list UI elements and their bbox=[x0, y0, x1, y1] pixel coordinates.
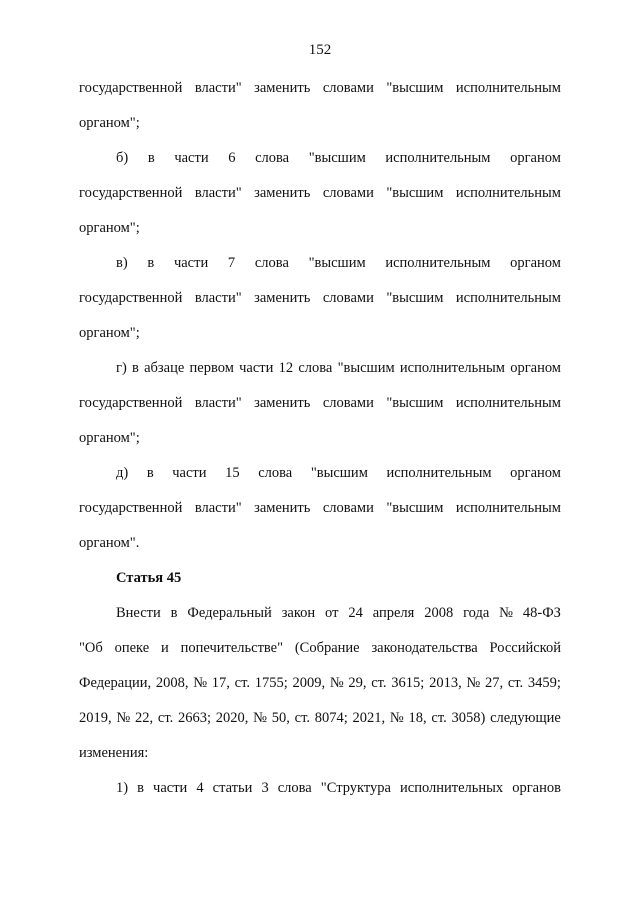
word: б) bbox=[116, 150, 129, 166]
word: словами bbox=[322, 395, 374, 411]
word: ст. bbox=[234, 675, 250, 691]
word: заменить bbox=[254, 80, 311, 96]
text-line bbox=[79, 78, 561, 98]
word: словами bbox=[322, 290, 374, 306]
word: исполнительным bbox=[455, 290, 561, 306]
word: 3058) bbox=[451, 710, 486, 726]
word: законодательства bbox=[371, 640, 478, 656]
word: Федерации, bbox=[79, 675, 152, 691]
word: заменить bbox=[254, 290, 311, 306]
word: "высшим bbox=[386, 80, 444, 96]
word: части bbox=[174, 150, 209, 166]
word: 1755; bbox=[254, 675, 288, 691]
text-line bbox=[116, 778, 561, 798]
word: слова bbox=[277, 780, 312, 796]
word: словами bbox=[322, 500, 374, 516]
word: "Об bbox=[79, 640, 103, 656]
word: 12 bbox=[278, 360, 294, 376]
word: в bbox=[146, 465, 154, 481]
word: 29, bbox=[348, 675, 367, 691]
word: 48-ФЗ bbox=[522, 605, 561, 621]
word: "высшим bbox=[308, 150, 366, 166]
text-line bbox=[116, 253, 561, 273]
word: "высшим bbox=[308, 255, 366, 271]
text-line bbox=[79, 393, 561, 413]
text-line bbox=[79, 323, 140, 343]
word: апреля bbox=[372, 605, 415, 621]
word: № bbox=[466, 675, 481, 691]
word: ст. bbox=[431, 710, 447, 726]
word: части bbox=[239, 360, 274, 376]
word: государственной bbox=[79, 290, 183, 306]
text-line bbox=[79, 533, 139, 553]
text-line bbox=[79, 743, 148, 763]
text-line bbox=[79, 288, 561, 308]
text-line bbox=[79, 218, 140, 238]
word: органом"; bbox=[79, 115, 140, 131]
word: исполнительным bbox=[455, 185, 561, 201]
text-line bbox=[79, 638, 561, 658]
word: "высшим bbox=[386, 500, 444, 516]
word: слова bbox=[298, 360, 333, 376]
word: исполнительным bbox=[386, 465, 492, 481]
word: заменить bbox=[254, 395, 311, 411]
word: в bbox=[132, 360, 139, 376]
word: закон bbox=[281, 605, 316, 621]
word: исполнительным bbox=[455, 80, 561, 96]
word: власти" bbox=[194, 290, 242, 306]
word: № bbox=[253, 710, 267, 726]
text-line bbox=[79, 708, 561, 728]
word: 4 bbox=[196, 780, 204, 796]
word: № bbox=[329, 675, 344, 691]
word: органов bbox=[512, 780, 561, 796]
word: ст. bbox=[371, 675, 387, 691]
word: государственной bbox=[79, 395, 183, 411]
word: государственной bbox=[79, 500, 183, 516]
word: 7 bbox=[227, 255, 236, 271]
word: органом bbox=[510, 150, 561, 166]
word: в bbox=[137, 780, 144, 796]
text-line bbox=[116, 358, 561, 378]
word: власти" bbox=[194, 395, 242, 411]
word: ст. bbox=[294, 710, 310, 726]
word: от bbox=[325, 605, 339, 621]
word: "высшим bbox=[386, 290, 444, 306]
word: ст. bbox=[507, 675, 524, 691]
word: исполнительным bbox=[399, 360, 505, 376]
word: № bbox=[389, 710, 404, 726]
word: Федеральный bbox=[187, 605, 272, 621]
word: 24 bbox=[348, 605, 363, 621]
word: органом bbox=[510, 360, 561, 376]
word: "высшим bbox=[386, 185, 444, 201]
word: первом bbox=[189, 360, 234, 376]
word: попечительстве" bbox=[180, 640, 284, 656]
text-line bbox=[116, 603, 561, 623]
page-number: 152 bbox=[308, 42, 332, 58]
text-line bbox=[79, 113, 140, 133]
word: власти" bbox=[194, 80, 242, 96]
word: государственной bbox=[79, 185, 183, 201]
word: 1) bbox=[116, 780, 129, 796]
word: ст. bbox=[157, 710, 174, 726]
word: власти" bbox=[194, 500, 242, 516]
word: словами bbox=[322, 185, 374, 201]
word: слова bbox=[258, 465, 293, 481]
word: органом"; bbox=[79, 220, 140, 236]
word: исполнительным bbox=[455, 500, 561, 516]
word: абзаце bbox=[144, 360, 185, 376]
word: в bbox=[147, 255, 155, 271]
word: Российской bbox=[489, 640, 561, 656]
text-line bbox=[116, 463, 561, 483]
word: заменить bbox=[254, 500, 311, 516]
word: в bbox=[147, 150, 155, 166]
word: 18, bbox=[408, 710, 427, 726]
word: 17, bbox=[211, 675, 230, 691]
word: 3615; bbox=[391, 675, 425, 691]
word: "Структура bbox=[320, 780, 391, 796]
word: 6 bbox=[228, 150, 236, 166]
word: 2021, bbox=[352, 710, 386, 726]
word: 2663; bbox=[177, 710, 211, 726]
word: исполнительных bbox=[400, 780, 504, 796]
word: № bbox=[116, 710, 131, 726]
word: органом"; bbox=[79, 430, 140, 446]
word: 8074; bbox=[314, 710, 348, 726]
word: в) bbox=[116, 255, 128, 271]
word: слова bbox=[254, 255, 289, 271]
word: 2020, bbox=[215, 710, 249, 726]
word: заменить bbox=[254, 185, 311, 201]
word: части bbox=[153, 780, 188, 796]
word: 2009, bbox=[292, 675, 326, 691]
word: органом"; bbox=[79, 325, 140, 341]
word: изменения: bbox=[79, 745, 149, 761]
word: (Собрание bbox=[294, 640, 360, 656]
word: г) bbox=[116, 360, 127, 376]
word: в bbox=[170, 605, 178, 621]
word: 15 bbox=[225, 465, 240, 481]
word: статьи bbox=[212, 780, 253, 796]
word: государственной bbox=[79, 80, 183, 96]
word: 27, bbox=[485, 675, 504, 691]
article-title: Статья 45 bbox=[116, 570, 182, 586]
word: 2019, bbox=[79, 710, 112, 726]
word: исполнительным bbox=[385, 255, 491, 271]
word: "высшим bbox=[310, 465, 368, 481]
word: 2008, bbox=[155, 675, 189, 691]
text-line bbox=[79, 183, 561, 203]
text-line bbox=[79, 498, 561, 518]
word: власти" bbox=[194, 185, 242, 201]
word: исполнительным bbox=[385, 150, 491, 166]
word: исполнительным bbox=[455, 395, 561, 411]
word: словами bbox=[322, 80, 374, 96]
word: 2008 bbox=[424, 605, 454, 621]
text-line bbox=[79, 673, 561, 693]
word: опеке bbox=[114, 640, 150, 656]
text-line bbox=[116, 148, 561, 168]
word: следующие bbox=[490, 710, 561, 726]
word: части bbox=[173, 255, 209, 271]
word: органом bbox=[510, 465, 561, 481]
word: органом". bbox=[79, 535, 140, 551]
word: 22, bbox=[135, 710, 154, 726]
word: слова bbox=[255, 150, 290, 166]
word: 2013, bbox=[429, 675, 462, 691]
word: года bbox=[463, 605, 490, 621]
word: "высшим bbox=[386, 395, 444, 411]
word: 3 bbox=[261, 780, 269, 796]
text-line bbox=[79, 428, 140, 448]
word: 3459; bbox=[527, 675, 561, 691]
word: № bbox=[499, 605, 514, 621]
word: и bbox=[161, 640, 169, 656]
word: № bbox=[193, 675, 208, 691]
word: органом bbox=[510, 255, 561, 271]
word: 50, bbox=[271, 710, 290, 726]
word: "высшим bbox=[337, 360, 395, 376]
word: Внести bbox=[116, 605, 161, 621]
word: д) bbox=[116, 465, 129, 481]
word: части bbox=[172, 465, 207, 481]
